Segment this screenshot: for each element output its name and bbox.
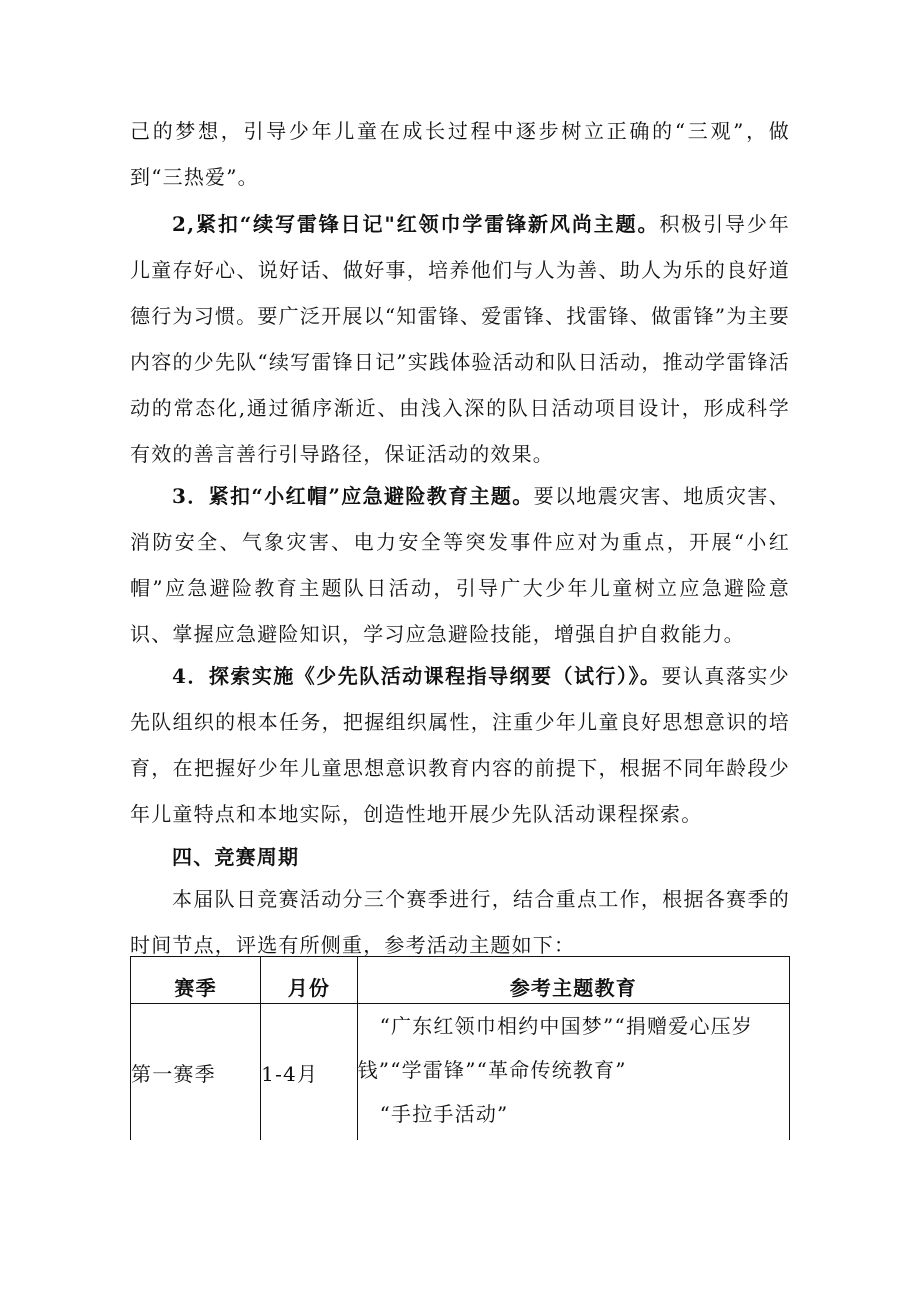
header-topics: 参考主题教育 [357,957,789,1004]
topics-line: “广东红领巾相约中国梦”“捐赠爱心压岁 [379,1014,754,1038]
topics-line: “手拉手活动” [379,1102,509,1126]
item-4-title: 4．探索实施《少先队活动课程指导纲要（试行）》。 [172,664,662,688]
header-month: 月份 [261,957,357,1004]
paragraph-item-4 [130,653,790,837]
table-header-row [131,957,790,1004]
schedule-table [130,956,790,1140]
paragraph-text: 己的梦想，引导少年儿童在成长过程中逐步树立正确的“三观”，做到“三热爱”。 [130,119,790,189]
paragraph-item-2 [130,201,790,477]
topics-line: 钱”“学雷锋”“革命传统教育” [357,1058,627,1082]
paragraph-text: 本届队日竞赛活动分三个赛季进行，结合重点工作，根据各赛季的时间节点，评选有所侧重，参考活动主题如下： [130,887,790,957]
paragraph-intro [130,876,790,968]
item-2-title: 2,紧扣“续写雷锋日记"红领巾学雷锋新风尚主题。 [172,212,660,236]
paragraph-continuation [130,108,790,200]
item-3-title: 3．紧扣“小红帽”应急避险教育主题。 [172,484,534,508]
paragraph-item-3 [130,473,790,657]
item-2-body: 积极引导少年儿童存好心、说好话、做好事，培养他们与人为善、助人为乐的良好道德行为习惯。要广泛开展以“知雷锋、爱雷锋、找雷锋、做雷锋”为主要内容的少先队“续写雷锋日记”实践体验活动和队日活动，推动学雷锋活动的常态化,通过循序渐近、由浅入深的队日活动项目设计，形成科学有效的善言善行引导路径，保证活动的效果。 [130,212,791,466]
item-3-body: 要以地震灾害、地质灾害、消防安全、气象灾害、电力安全等突发事件应对为重点，开展“小红帽”应急避险教育主题队日活动，引导广大少年儿童树立应急避险意识、掌握应急避险知识，学习应急避险技能，增强自护自救能力。 [130,484,790,646]
topics-cell [357,1004,789,1141]
header-season: 赛季 [131,957,261,1004]
month-cell: 1-4月 [261,1004,357,1141]
section-heading: 四、竞赛周期 [172,845,300,869]
table-row [131,1004,790,1141]
season-cell: 第一赛季 [131,1004,261,1141]
item-4-body: 要认真落实少先队组织的根本任务，把握组织属性，注重少年儿童良好思想意识的培育，在把握好少年儿童思想意识教育内容的前提下，根据不同年龄段少年儿童特点和本地实际，创造性地开展少先队活动课程探索。 [130,664,790,826]
